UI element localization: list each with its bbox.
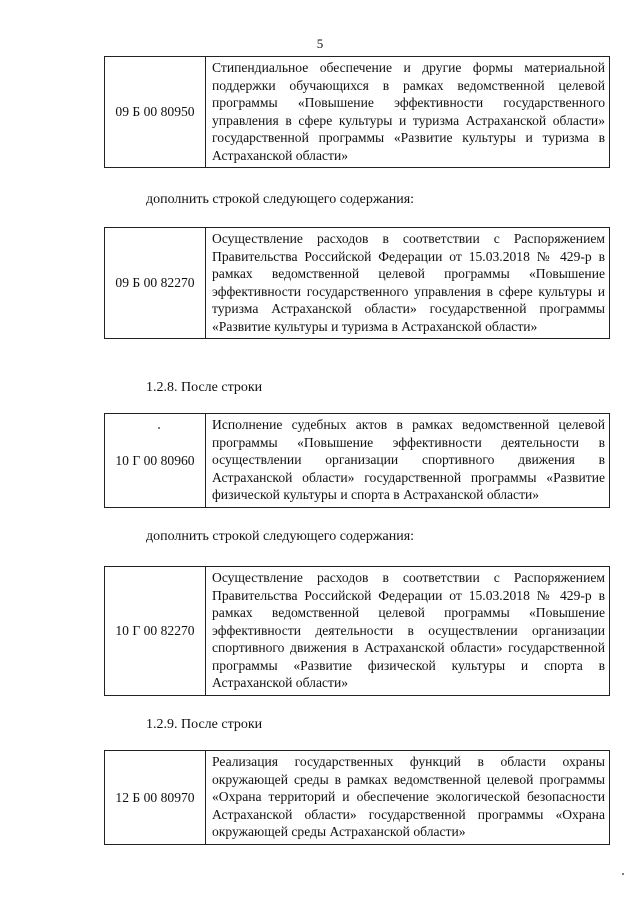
budget-code: 12 Б 00 80970 [105,751,206,845]
budget-row-table [104,413,610,508]
instruction-text: дополнить строкой следующего содержания: [146,192,415,207]
budget-row-table [104,566,610,696]
table-row [105,751,610,845]
budget-code: 09 Б 00 80950 [105,57,206,168]
budget-row-table [104,227,610,339]
budget-description: Исполнение судебных актов в рамках ведомственной целевой программы «Повышение эффективности деятельности в осуществлении организации спортивного движения в Астраханской области» государственной программы «Развитие физической культуры и спорта в Астраханской области» [206,414,610,508]
table-row [105,414,610,508]
budget-row-table [104,750,610,845]
page-number: 5 [316,36,324,51]
budget-description: Стипендиальное обеспечение и другие формы материальной поддержки обучающихся в рамках ведомственной целевой программы «Повышение эффективности государственного управления в сфере культуры и туризма Астраханской области» государственной программы «Развитие культуры и туризма в Астраханской области» [206,57,610,168]
scan-speck [622,873,624,875]
budget-description: Реализация государственных функций в области охраны окружающей среды в рамках ведомственной целевой программы «Охрана территорий и обеспечение экологической безопасности Астраханской области» государственной программы «Охрана окружающей среды Астраханской области» [206,751,610,845]
table-row [105,228,610,339]
budget-code: 10 Г 00 80960 [105,414,206,508]
table-row [105,567,610,696]
budget-code: 10 Г 00 82270 [105,567,206,696]
instruction-text: дополнить строкой следующего содержания: [146,529,415,544]
budget-code: 09 Б 00 82270 [105,228,206,339]
section-heading-1-2-9: 1.2.9. После строки [146,717,263,732]
budget-description: Осуществление расходов в соответствии с Распоряжением Правительства Российской Федерации от 15.03.2018 № 429-р в рамках ведомственной целевой программы «Повышение эффективности государственного управления в сфере культуры и туризма Астраханской области» государственной программы «Развитие культуры и туризма в Астраханской области» [206,228,610,339]
budget-row-table [104,56,610,168]
budget-description: Осуществление расходов в соответствии с Распоряжением Правительства Российской Федерации от 15.03.2018 № 429-р в рамках ведомственной целевой программы «Повышение эффективности деятельности в осуществлении организации спортивного движения в Астраханской области» государственной программы «Развитие физической культуры и спорта в Астраханской области» [206,567,610,696]
section-heading-1-2-8: 1.2.8. После строки [146,380,263,395]
table-row [105,57,610,168]
scan-speck [158,427,160,429]
